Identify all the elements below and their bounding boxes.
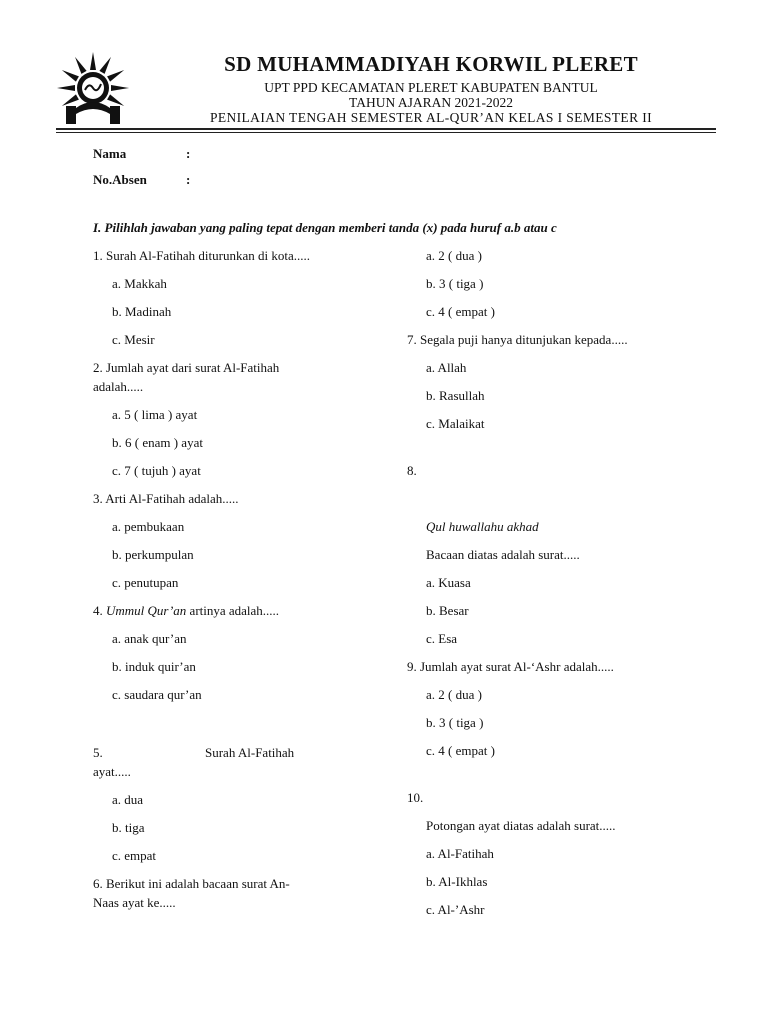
muhammadiyah-sun-logo-icon	[52, 50, 134, 126]
question-6	[93, 874, 393, 912]
q2-option-c: c. 7 ( tujuh ) ayat	[112, 463, 201, 478]
right-column	[407, 246, 707, 928]
q5-tail: Surah Al-Fatihah	[205, 745, 295, 760]
name-colon: :	[186, 146, 191, 161]
q4-italic-term: Ummul Qur’an	[106, 603, 187, 618]
question-6-line2: Naas ayat ke.....	[93, 895, 176, 910]
q1-option-c: c. Mesir	[112, 332, 155, 347]
question-2	[93, 358, 393, 396]
question-5	[93, 743, 393, 781]
q7-option-a: a. Allah	[426, 360, 467, 375]
exam-title: PENILAIAN TENGAH SEMESTER AL-QUR’AN KELAS I SEMESTER II	[209, 110, 653, 125]
header-divider	[56, 128, 716, 130]
q9-option-c: c. 4 ( empat )	[426, 743, 495, 758]
question-3: 3. Arti Al-Fatihah adalah.....	[93, 491, 239, 506]
upt-line: UPT PPD KECAMATAN PLERET KABUPATEN BANTUL	[264, 80, 598, 95]
q8-text: Bacaan diatas adalah surat.....	[426, 547, 580, 562]
q8-option-a: a. Kuasa	[426, 575, 471, 590]
question-9: 9. Jumlah ayat surat Al-‘Ashr adalah.....	[407, 659, 614, 674]
q5-number: 5.	[93, 745, 103, 760]
q4-number: 4.	[93, 603, 106, 618]
q3-option-b: b. perkumpulan	[112, 547, 194, 562]
q4-rest: artinya adalah.....	[186, 603, 280, 618]
question-2-line1: 2. Jumlah ayat dari surat Al-Fatihah	[93, 360, 280, 375]
q9-option-b: b. 3 ( tiga )	[426, 715, 484, 730]
q1-option-b: b. Madinah	[112, 304, 172, 319]
q9-option-a: a. 2 ( dua )	[426, 687, 482, 702]
q5-line2: ayat.....	[93, 764, 131, 779]
name-label: Nama	[93, 146, 127, 161]
absen-colon: :	[186, 172, 191, 187]
question-6-line1: 6. Berikut ini adalah bacaan surat An-	[93, 876, 290, 891]
q6-option-b: b. 3 ( tiga )	[426, 276, 484, 291]
q4-option-b: b. induk quir’an	[112, 659, 196, 674]
question-4	[93, 601, 393, 620]
q4-option-a: a. anak qur’an	[112, 631, 187, 646]
q5-option-a: a. dua	[112, 792, 144, 807]
header-divider-thin	[56, 132, 716, 133]
left-column	[93, 246, 393, 921]
q2-option-b: b. 6 ( enam ) ayat	[112, 435, 203, 450]
q10-option-c: c. Al-’Ashr	[426, 902, 485, 917]
q5-option-c: c. empat	[112, 848, 157, 863]
q7-option-b: b. Rasullah	[426, 388, 485, 403]
q6-option-c: c. 4 ( empat )	[426, 304, 495, 319]
question-10-number: 10.	[407, 790, 424, 805]
academic-year: TAHUN AJARAN 2021-2022	[349, 95, 513, 110]
instruction: I. Pilihlah jawaban yang paling tepat dengan memberi tanda (x) pada huruf a.b atau c	[93, 220, 557, 235]
question-2-line2: adalah.....	[93, 379, 144, 394]
q2-option-a: a. 5 ( lima ) ayat	[112, 407, 198, 422]
q6-option-a: a. 2 ( dua )	[426, 248, 482, 263]
q1-option-a: a. Makkah	[112, 276, 167, 291]
q3-option-a: a. pembukaan	[112, 519, 185, 534]
q8-verse: Qul huwallahu akhad	[426, 519, 539, 534]
q8-option-b: b. Besar	[426, 603, 469, 618]
q4-option-c: c. saudara qur’an	[112, 687, 202, 702]
q10-option-a: a. Al-Fatihah	[426, 846, 494, 861]
absen-label: No.Absen	[93, 172, 147, 187]
question-8-number: 8.	[407, 463, 417, 478]
q5-option-b: b. tiga	[112, 820, 145, 835]
question-7: 7. Segala puji hanya ditunjukan kepada.....	[407, 332, 628, 347]
q3-option-c: c. penutupan	[112, 575, 179, 590]
q10-option-b: b. Al-Ikhlas	[426, 874, 488, 889]
school-name: SD MUHAMMADIYAH KORWIL PLERET	[224, 52, 638, 76]
q7-option-c: c. Malaikat	[426, 416, 485, 431]
q8-option-c: c. Esa	[426, 631, 458, 646]
q10-text: Potongan ayat diatas adalah surat.....	[426, 818, 616, 833]
question-1: 1. Surah Al-Fatihah diturunkan di kota.....	[93, 248, 311, 263]
